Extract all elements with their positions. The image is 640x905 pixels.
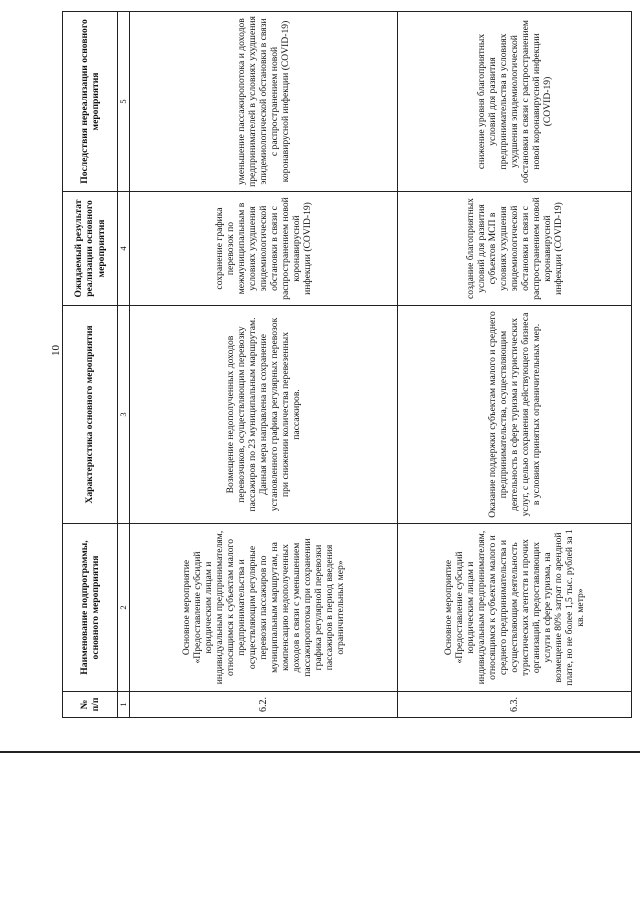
header-consequence: Последствия нереализации основного мероприятия [63,12,118,192]
activity-name: Основное мероприятие «Предоставление субсидий юридическим лицам и индивидуальным предпринимателям, относящимся к субъектам малого предпринимательства и осуществляющим регулярные перевозки пассажиров по муниципальным маршрутам, на компенсацию недополученных доходов в связи с уменьшением пассажиропотока при сохранении графика регулярной перевозки пассажиров в период введения ограничительных мер» [130,524,398,692]
row-number: 6.2. [130,692,398,718]
activity-consequence: снижение уровня благоприятных условий для развития предпринимательства в условиях ухудшения эпидемиологической обстановки в связи с распространением новой коронавирусной инфекции (COVID-19) [398,12,632,192]
bottom-rule [0,751,640,753]
table-row [130,12,398,718]
table-header-row [63,12,118,718]
header-name: Наименование подпрограммы, основного мероприятия [63,524,118,692]
column-number: 4 [118,192,130,306]
header-number: № п/п [63,692,118,718]
column-number: 1 [118,692,130,718]
activity-characteristic: Оказание поддержки субъектам малого и среднего предпринимательства, осуществляющим деятельность в сфере туризма и туристических услуг, с целью сохранения действующего бизнеса в условиях принятых ограничительных мер. [398,306,632,524]
row-number: 6.3. [398,692,632,718]
column-number: 2 [118,524,130,692]
activities-table [62,11,632,718]
activity-characteristic: Возмещение недополученных доходов перевозчиков, осуществляющим перевозку пассажиров по 23 муниципальным маршрутам. Данная мера направлена на сохранение установленного графика регулярных перевозок при снижении количества перевезенных пассажиров. [130,306,398,524]
table-row [398,12,632,718]
activity-name: Основное мероприятие «Предоставление субсидий юридическим лицам и индивидуальным предпринимателям, относящимся к субъектам малого и среднего предпринимательства и осуществляющим деятельность туристических агентств и прочих организаций, предоставляющих услуги в сфере туризма, на возмещение 80% затрат по арендной плате, но не более 1,5 тыс. рублей за 1 кв. метр» [398,524,632,692]
header-characteristic: Характеристика основного мероприятия [63,306,118,524]
rotated-table-container [62,12,632,718]
column-number: 3 [118,306,130,524]
activity-result: сохранение графика перевозок по межмуниципальным в условиях ухудшения эпидемиологической обстановки в связи с распространением новой коронавирусной инфекции (COVID-19) [130,192,398,306]
column-number: 5 [118,12,130,192]
activity-result: создание благоприятных условий для развития субъектов МСП в условиях ухудшения эпидемиологической обстановки в связи с распространением новой коронавирусной инфекции (COVID-19) [398,192,632,306]
page-number: 10 [50,345,62,356]
activity-consequence: уменьшение пассажиропотока и доходов предпринимателей в условиях ухудшения эпидемиологической обстановки в связи с распространением новой коронавирусной инфекции (COVID-19) [130,12,398,192]
column-number-row [118,12,130,718]
header-result: Ожидаемый результат реализации основного мероприятия [63,192,118,306]
